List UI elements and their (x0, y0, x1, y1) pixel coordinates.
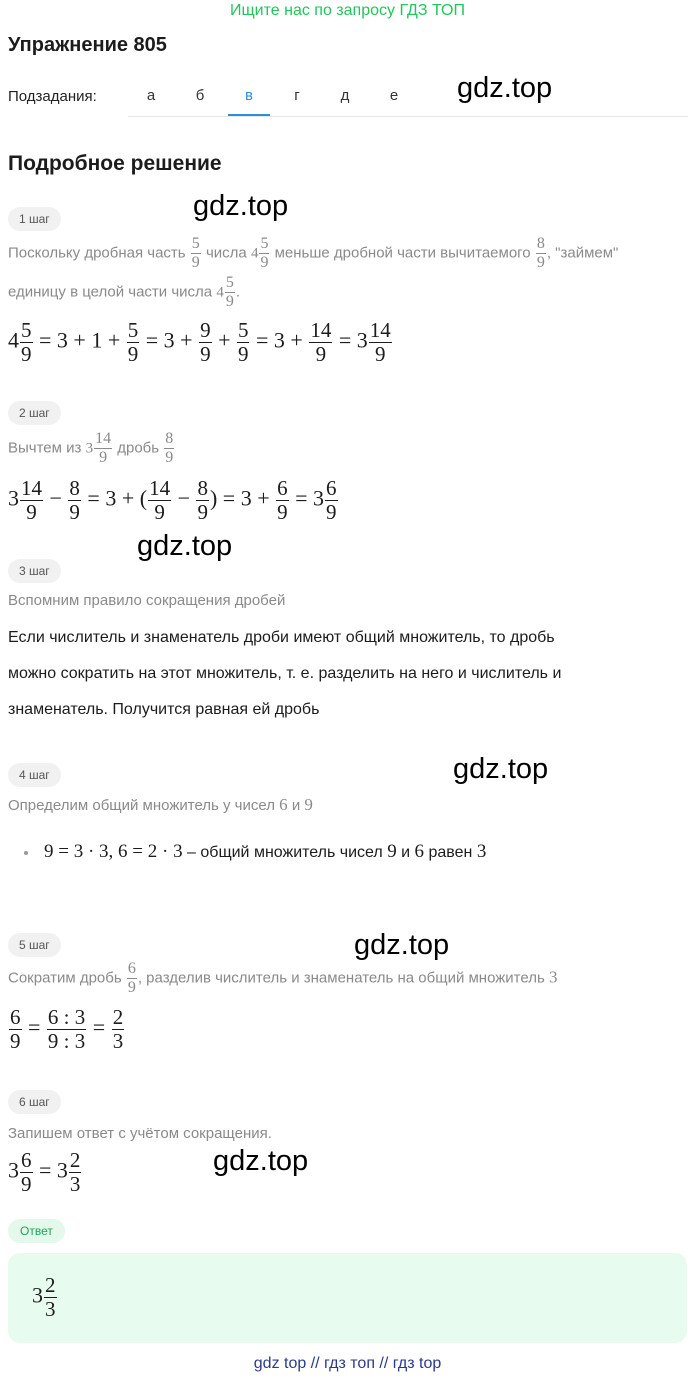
rule-line: можно сократить на этот множитель, т. е. разделить на него и числитель и (8, 665, 562, 682)
section-title: Подробное решение (8, 152, 222, 175)
footer-links[interactable]: gdz top // гдз топ // гдз top (253, 1355, 442, 1372)
answer-value: 3 $\frac{2}{3}$ (32, 1273, 56, 1321)
step-6-text: Запишем ответ с учётом сокращения. (8, 1125, 272, 1142)
watermark: gdz.top (354, 929, 450, 961)
top-banner: Ищите нас по запросу ГДЗ ТОП (230, 2, 465, 19)
step-2-text: Вычтем из 3 $\frac{14}{9}$ дробь $\frac{8}{9}$ (8, 430, 174, 466)
watermark: gdz.top (213, 1145, 309, 1177)
watermark: gdz.top (137, 530, 233, 562)
step-5-text: Сократим дробь $\frac{6}{9}$ , разделив числитель и знаменатель на общий множитель 3 (8, 960, 558, 996)
watermark: gdz.top (193, 190, 289, 222)
step-4-bullet: 9 = 3 · 3, 6 = 2 · 3 – общий множитель чисел 9 и 6 равен 3 (24, 841, 486, 863)
tab-b[interactable]: б (195, 87, 205, 104)
step-1-formula: 4 $\frac{5}{9}$ = 3 + 1 + $\frac{5}{9}$ = 3 + $\frac{9}{9}$ + $\frac{5}{9}$ = 3 + $\frac{14}{9}$ = 3 $\frac{14}{9}$ (8, 318, 391, 366)
step-5-badge: 5 шаг (8, 933, 61, 957)
answer-badge: Ответ (8, 1219, 65, 1243)
step-4-badge: 4 шаг (8, 763, 61, 787)
step-1-text-cont: единицу в целой части числа 4 $\frac{5}{9}$ . (8, 274, 240, 310)
step-2-badge: 2 шаг (8, 401, 61, 425)
watermark: gdz.top (453, 753, 549, 785)
bullet-dot (24, 851, 28, 855)
tab-d[interactable]: д (340, 87, 350, 104)
step-5-formula: $\frac{6}{9}$ = $\frac{6 : 3}{9 : 3}$ = $\frac{2}{3}$ (10, 1005, 124, 1053)
rule-text (8, 620, 561, 728)
rule-line: знаменатель. Получится равная ей дробь (8, 701, 320, 718)
tab-g[interactable]: г (294, 87, 300, 104)
tab-a[interactable]: а (146, 87, 156, 104)
step-3-badge: 3 шаг (8, 559, 61, 583)
step-6-badge: 6 шаг (8, 1090, 61, 1114)
page-title: Упражнение 805 (8, 34, 167, 56)
watermark: gdz.top (457, 72, 553, 104)
step-6-formula: 3 $\frac{6}{9}$ = 3 $\frac{2}{3}$ (8, 1148, 81, 1196)
step-1-badge: 1 шаг (8, 207, 61, 231)
tab-e[interactable]: е (389, 87, 399, 104)
rule-line: Если числитель и знаменатель дроби имеют общий множитель, то дробь (8, 629, 555, 646)
step-1-text: Поскольку дробная часть $\frac{5}{9}$ числа 4 $\frac{5}{9}$ меньше дробной части вычитаемого $\frac{8}{9}$ , "займем" (8, 235, 619, 271)
step-3-text: Вспомним правило сокращения дробей (8, 592, 286, 609)
subtasks-tabs (128, 79, 688, 117)
answer-box (8, 1253, 687, 1343)
subtasks-label: Подзадания: (8, 88, 97, 105)
tab-v[interactable]: в (228, 79, 270, 116)
step-2-formula: 3 $\frac{14}{9}$ − $\frac{8}{9}$ = 3 + ( $\frac{14}{9}$ − $\frac{8}{9}$ ) = 3 + $\frac{6}{9}$ = 3 $\frac{6}{9}$ (8, 476, 337, 524)
step-4-text: Определим общий множитель у чисел 6 и 9 (8, 795, 313, 814)
